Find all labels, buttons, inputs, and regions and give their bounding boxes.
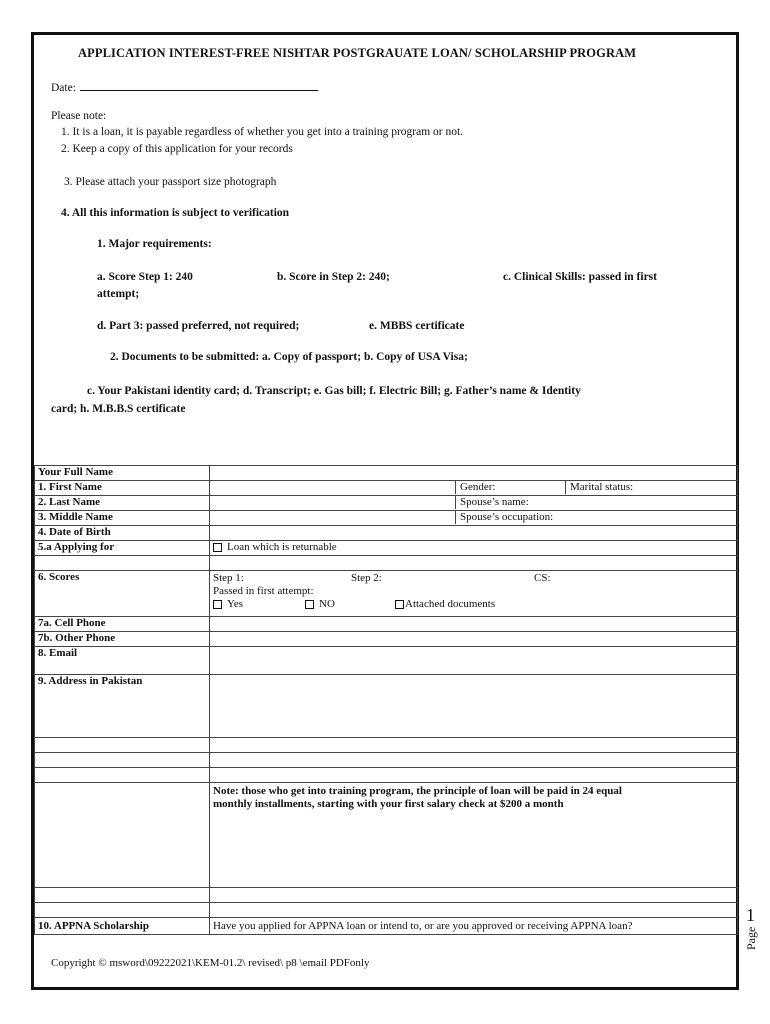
other-phone-label: 7b. Other Phone [35, 632, 210, 647]
date-line[interactable] [80, 80, 318, 91]
loan-option-label: Loan which is returnable [227, 541, 337, 553]
full-name-field[interactable] [210, 466, 738, 481]
note-2: 2. Keep a copy of this application for your records [61, 143, 293, 155]
attached-docs-checkbox[interactable] [395, 600, 404, 609]
email-field[interactable] [210, 647, 738, 675]
first-name-label: 1. First Name [35, 481, 210, 496]
blank-label-cell [35, 768, 210, 783]
appna-label: 10. APPNA Scholarship [35, 918, 210, 935]
other-phone-field[interactable] [210, 632, 738, 647]
req-d: d. Part 3: passed preferred, not required; [97, 320, 300, 332]
blank-label-cell [35, 738, 210, 753]
blank-field-cell[interactable] [210, 768, 738, 783]
blank-label-cell [35, 888, 210, 903]
loan-checkbox[interactable] [213, 543, 222, 552]
full-name-label: Your Full Name [35, 466, 210, 481]
req-c: c. Clinical Skills: passed in first [503, 271, 657, 283]
blank-label-cell [35, 783, 210, 888]
no-label: NO [319, 598, 335, 610]
first-name-field[interactable] [210, 481, 455, 494]
dob-field[interactable] [210, 526, 738, 541]
repayment-note-line-1: Note: those who get into training program, the principle of loan will be paid in 24 equal [213, 785, 622, 797]
attached-docs-label: Attached documents [405, 598, 496, 610]
appna-question[interactable]: Have you applied for APPNA loan or intend to, or are you approved or receiving APPNA loan? [210, 918, 738, 935]
passed-first-label: Passed in first attempt: [213, 585, 314, 597]
form-title: APPLICATION INTEREST-FREE NISHTAR POSTGRAUATE LOAN/ SCHOLARSHIP PROGRAM [78, 46, 637, 60]
blank-label-cell [35, 753, 210, 768]
req-e: e. MBBS certificate [369, 320, 465, 332]
requirements-heading: 1. Major requirements: [97, 238, 212, 250]
dob-label: 4. Date of Birth [35, 526, 210, 541]
req-a: a. Score Step 1: 240 [97, 271, 193, 283]
cell-phone-label: 7a. Cell Phone [35, 617, 210, 632]
yes-checkbox[interactable] [213, 600, 222, 609]
blank-label-cell [35, 903, 210, 918]
note-4: 4. All this information is subject to verification [61, 207, 290, 219]
marital-status-field[interactable]: Marital status: [565, 481, 737, 494]
step1-label: Step 1: [213, 572, 244, 584]
scores-field [210, 571, 738, 617]
note-3: 3. Please attach your passport size photograph [64, 176, 277, 188]
spouse-name-field[interactable]: Spouse’s name: [455, 496, 737, 509]
gender-field[interactable]: Gender: [455, 481, 565, 494]
repayment-note-line-2: monthly installments, starting with your first salary check at $200 a month [213, 798, 564, 810]
blank-field-cell[interactable] [210, 556, 738, 571]
blank-field-cell[interactable] [210, 903, 738, 918]
date-field [51, 80, 318, 94]
no-checkbox[interactable] [305, 600, 314, 609]
spouse-occupation-field[interactable]: Spouse’s occupation: [455, 511, 737, 524]
last-name-field[interactable] [210, 496, 455, 509]
cs-label: CS: [534, 572, 551, 584]
last-name-label: 2. Last Name [35, 496, 210, 511]
blank-field-cell[interactable] [210, 888, 738, 903]
page-number: 1 [746, 905, 755, 925]
scores-label: 6. Scores [35, 571, 210, 617]
note-1: 1. It is a loan, it is payable regardless of whether you get into a training program or not. [61, 126, 464, 138]
middle-name-field[interactable] [210, 511, 455, 524]
middle-name-row [210, 511, 738, 526]
yes-label: Yes [227, 598, 244, 610]
application-form-table [34, 465, 738, 935]
documents-line-3: card; h. M.B.B.S certificate [51, 403, 186, 415]
req-c-cont: attempt; [97, 288, 140, 300]
first-name-row [210, 481, 738, 496]
blank-field-cell[interactable] [210, 738, 738, 753]
repayment-note [210, 783, 738, 888]
documents-line-1: 2. Documents to be submitted: a. Copy of passport; b. Copy of USA Visa; [110, 351, 468, 363]
email-label: 8. Email [35, 647, 210, 675]
last-name-row [210, 496, 738, 511]
address-label: 9. Address in Pakistan [35, 675, 210, 738]
documents-line-2: c. Your Pakistani identity card; d. Transcript; e. Gas bill; f. Electric Bill; g. Father’s name & Identity [87, 385, 581, 397]
address-field[interactable] [210, 675, 738, 738]
step2-label: Step 2: [351, 572, 382, 584]
req-b: b. Score in Step 2: 240; [277, 271, 390, 283]
page-label: Page [744, 926, 758, 950]
date-label: Date: [51, 82, 76, 94]
notes-heading: Please note: [51, 110, 107, 122]
cell-phone-field[interactable] [210, 617, 738, 632]
middle-name-label: 3. Middle Name [35, 511, 210, 526]
applying-for-field [210, 541, 738, 556]
copyright-footer: Copyright © msword\09222021\KEM-01.2\ revised\ p8 \email PDFonly [51, 957, 370, 969]
blank-label-cell [35, 556, 210, 571]
applying-for-label: 5.a Applying for [35, 541, 210, 556]
blank-field-cell[interactable] [210, 753, 738, 768]
